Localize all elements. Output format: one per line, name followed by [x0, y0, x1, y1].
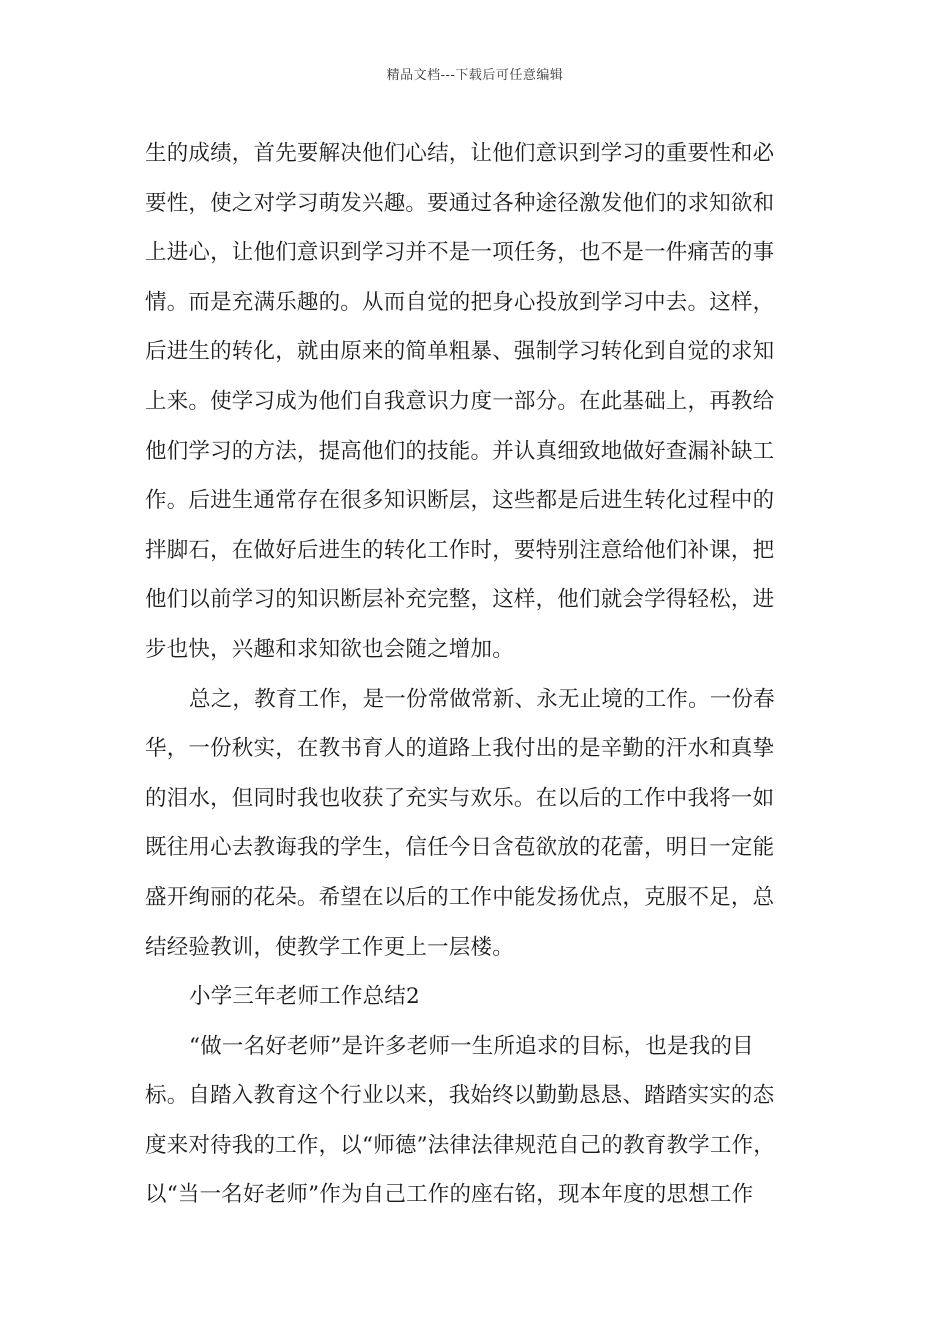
paragraph-line: 步也快，兴趣和求知欲也会随之增加。	[145, 636, 514, 662]
paragraph-line: 以“当一名好老师”作为自己工作的座右铭，现本年度的思想工作	[145, 1182, 754, 1208]
paragraph-line: 标。自踏入教育这个行业以来，我始终以勤勤恳恳、踏踏实实的态	[145, 1083, 775, 1109]
paragraph-line: 他们以前学习的知识断层补充完整，这样，他们就会学得轻松，进	[145, 587, 775, 613]
paragraph-line: 总之，教育工作，是一份常做常新、永无止境的工作。一份春	[189, 686, 775, 712]
paragraph-line: 盛开绚丽的花朵。希望在以后的工作中能发扬优点，克服不足，总	[145, 884, 775, 910]
paragraph-line: 生的成绩，首先要解决他们心结，让他们意识到学习的重要性和必	[145, 141, 775, 166]
section-heading: 小学三年老师工作总结2	[189, 984, 420, 1010]
paragraph-line: “做一名好老师”是许多老师一生所追求的目标，也是我的目	[189, 1033, 754, 1059]
paragraph-line: 上进心，让他们意识到学习并不是一项任务，也不是一件痛苦的事	[145, 240, 775, 266]
paragraph-line: 后进生的转化，就由原来的简单粗暴、强制学习转化到自觉的求知	[145, 339, 775, 365]
paragraph-line: 的泪水，但同时我也收获了充实与欢乐。在以后的工作中我将一如	[145, 785, 775, 811]
paragraph-line: 度来对待我的工作，以“师德”法律法律规范自己的教育教学工作，	[145, 1132, 775, 1158]
paragraph-line: 作。后进生通常存在很多知识断层，这些都是后进生转化过程中的	[145, 488, 775, 514]
document-body	[145, 129, 810, 1220]
paragraph-line: 要性，使之对学习萌发兴趣。要通过各种途径激发他们的求知欲和	[145, 190, 775, 216]
paragraph-line: 他们学习的方法，提高他们的技能。并认真细致地做好查漏补缺工	[145, 438, 775, 464]
paragraph-line: 上来。使学习成为他们自我意识力度一部分。在此基础上，再教给	[145, 388, 775, 414]
page-header: 精品文档---下载后可任意编辑	[386, 68, 564, 83]
paragraph-line: 情。而是充满乐趣的。从而自觉的把身心投放到学习中去。这样，	[145, 289, 775, 315]
paragraph-line: 结经验教训，使教学工作更上一层楼。	[145, 934, 514, 960]
paragraph-line: 既往用心去教诲我的学生，信任今日含苞欲放的花蕾，明日一定能	[145, 835, 775, 861]
paragraph-line: 华，一份秋实，在教书育人的道路上我付出的是辛勤的汗水和真挚	[145, 736, 775, 762]
paragraph-line: 拌脚石，在做好后进生的转化工作时，要特别注意给他们补课，把	[145, 537, 775, 563]
